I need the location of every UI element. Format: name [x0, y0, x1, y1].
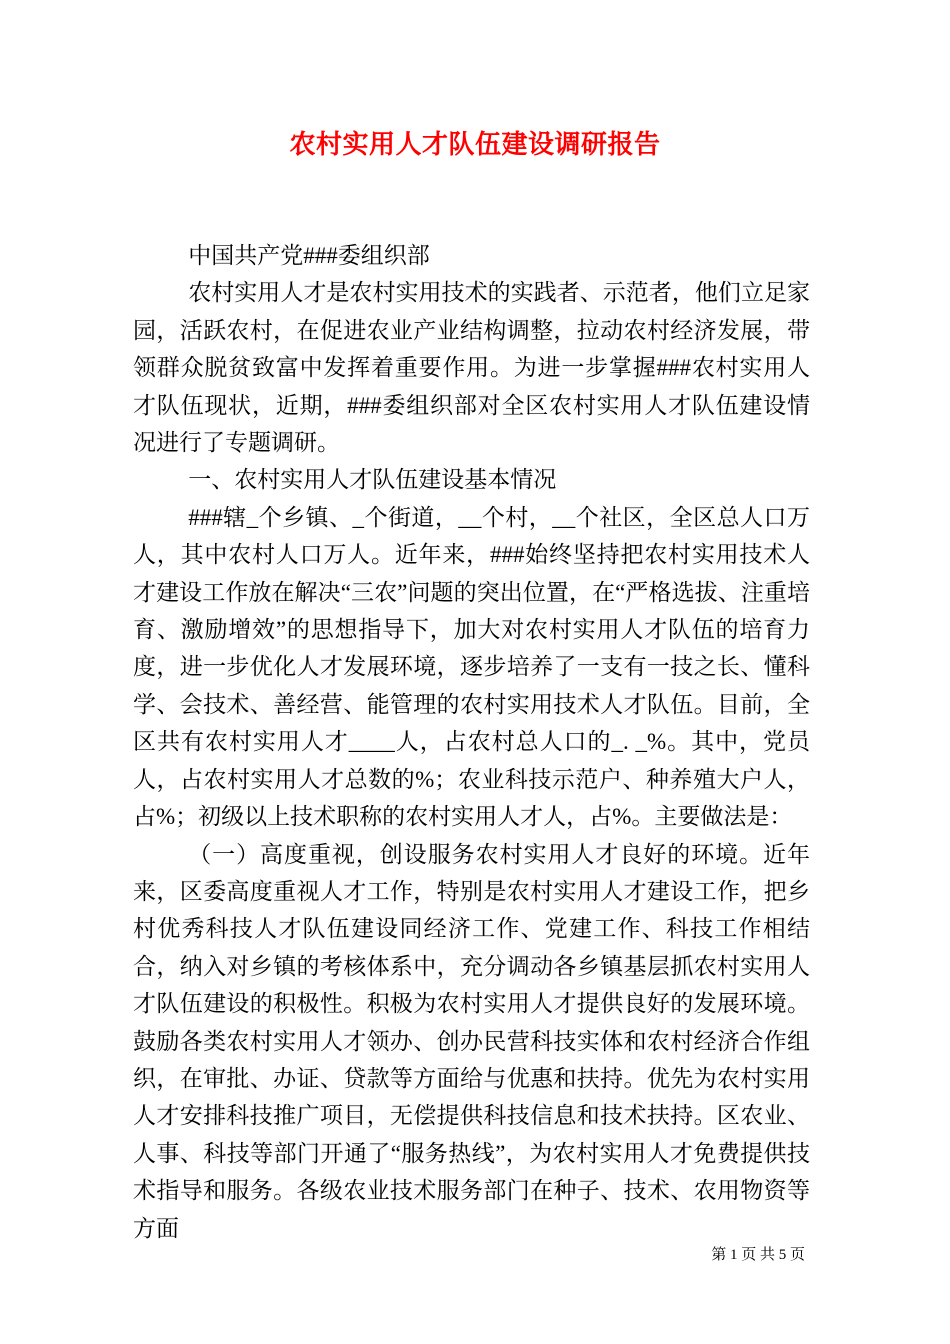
paragraph-signature: 中国共产党###委组织部 — [188, 243, 430, 268]
paragraph-measure-one: （一）高度重视，创设服务农村实用人才良好的环境。近年来，区委高度重视人才工作，特别是农村实用人才建设工作，把乡村优秀科技人才队伍建设同经济工作、党建工作、科技工作相结合，纳入对乡镇的考核体系中，充分调动各乡镇基层抓农村实用人才队伍建设的积极性。积极为农村实用人才提供良好的发展环境。鼓励各类农村实用人才领办、创办民营科技实体和农村经济合作组织，在审批、办证、贷款等方面给与优惠和扶持。优先为农村实用人才安排科技推广项目，无偿提供科技信息和技术扶持。区农业、人事、科技等部门开通了“服务热线”，为农村实用人才免费提供技术指导和服务。各级农业技术服务部门在种子、技术、农用物资等方面 — [133, 841, 810, 1241]
paragraph-section-heading: 一、农村实用人才队伍建设基本情况 — [188, 467, 557, 493]
document-title: 农村实用人才队伍建设调研报告 — [289, 130, 661, 159]
page-number: 第 1 页 共 5 页 — [711, 1247, 805, 1263]
document-body — [133, 237, 810, 1247]
paragraph-intro: 农村实用人才是农村实用技术的实践者、示范者，他们立足家园，活跃农村，在促进农业产业结构调整，拉动农村经济发展，带领群众脱贫致富中发挥着重要作用。为进一步掌握###农村实用人才队伍现状，近期，###委组织部对全区农村实用人才队伍建设情况进行了专题调研。 — [133, 280, 810, 456]
paragraph-overview: ###辖_个乡镇、_个街道，__个村，__个社区，全区总人口万人，其中农村人口万人。近年来，###始终坚持把农村实用技术人才建设工作放在解决“三农”问题的突出位置，在“严格选拔、注重培育、激励增效”的思想指导下，加大对农村实用人才队伍的培育力度，进一步优化人才发展环境，逐步培养了一支有一技之长、懂科学、会技术、善经营、能管理的农村实用技术人才队伍。目前，全区共有农村实用人才____人，占农村总人口的_. _%。其中，党员人，占农村实用人才总数的%；农业科技示范户、种养殖大户人，占%；初级以上技术职称的农村实用人才人，占%。主要做法是： — [133, 504, 810, 830]
